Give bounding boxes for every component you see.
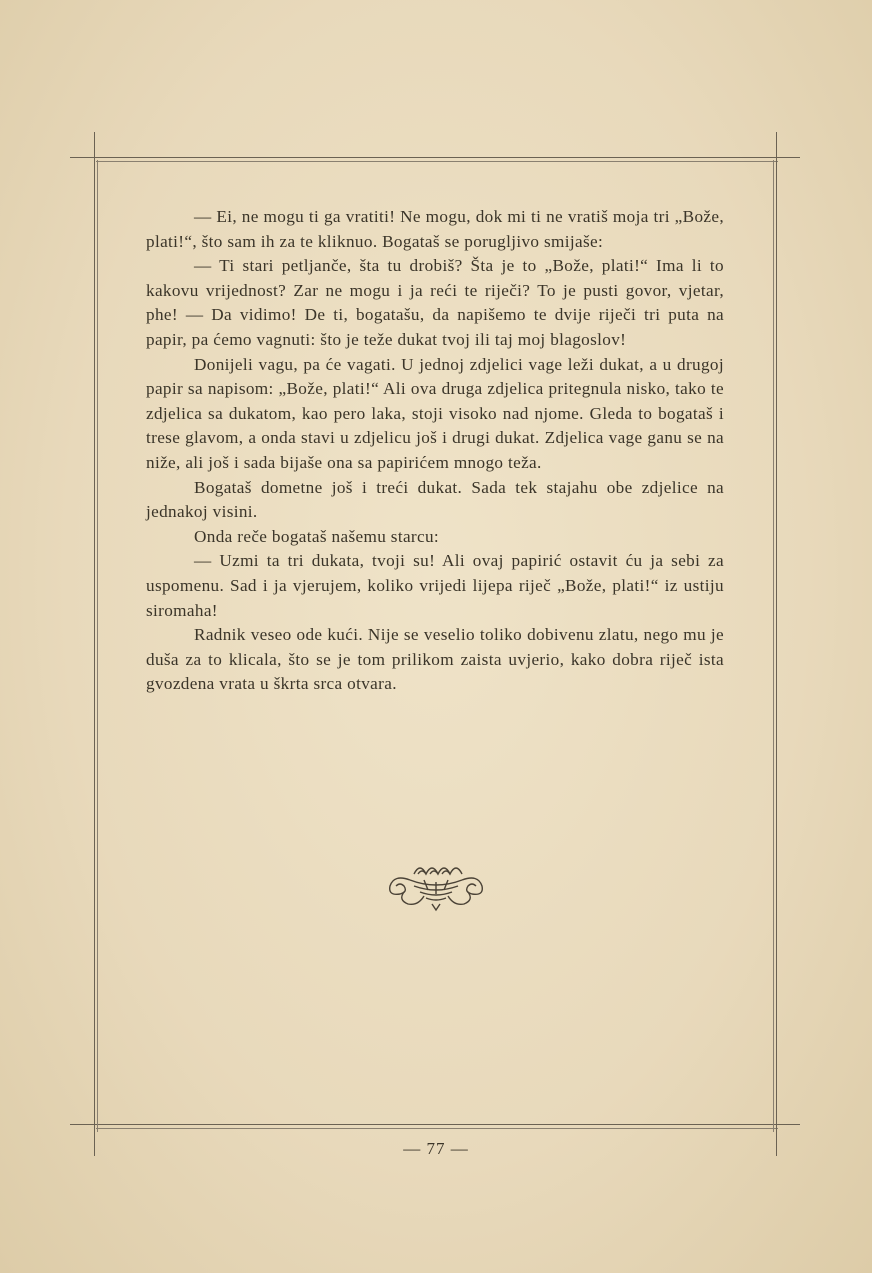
paragraph: — Ti stari petljanče, šta tu drobiš? Šta je to „Bože, plati!“ Ima li to kakovu vrijednost? Zar ne mogu i ja reći te riječi? To je pusti govor, vjetar, phe! — Da vidimo! De ti, bogatašu, da napišemo te dvije riječi tri puta na papir, pa ćemo vagnuti: što je teže dukat tvoj ili taj moj blagoslov!: [146, 256, 724, 349]
paragraph: Donijeli vagu, pa će vagati. U jednoj zdjelici vage leži dukat, a u drugoj papir sa napisom: „Bože, plati!“ Ali ova druga zdjelica pritegnula nisko, tako te zdjelica sa dukatom, kao pero laka, stoji visoko nad njome. Gleda to bogataš i trese glavom, a onda stavi u zdjelicu još i drugi dukat. Zdjelica vage ganu se na niže, ali još i sada bijaše ona sa papirićem mnogo teža.: [146, 354, 724, 472]
floral-vignette-icon: [384, 858, 488, 918]
frame-top-line: [70, 157, 800, 158]
page-number: — 77 —: [403, 1139, 469, 1158]
paragraph: Onda reče bogataš našemu starcu:: [194, 526, 440, 546]
frame-left-line-inner: [97, 160, 98, 1132]
frame-bottom-line-inner: [96, 1128, 778, 1129]
paragraph: Bogataš dometne još i treći dukat. Sada tek stajahu obe zdjelice na jednakoj visini.: [146, 477, 724, 522]
frame-right-line: [776, 132, 777, 1156]
paragraph: — Uzmi ta tri dukata, tvoji su! Ali ovaj papirić ostavit ću ja sebi za uspomenu. Sad i ja vjerujem, koliko vrijedi lijepa riječ „Bože, plati!“ iz ustiju siromaha!: [146, 551, 724, 620]
frame-right-line-inner: [773, 160, 774, 1132]
story-text: [146, 205, 724, 697]
frame-bottom-line: [70, 1124, 800, 1125]
frame-top-line-inner: [96, 161, 778, 162]
paragraph: — Ei, ne mogu ti ga vratiti! Ne mogu, dok mi ti ne vratiš moja tri „Bože, plati!“, što sam ih za te kliknuo. Bogataš se porugljivo smijaše:: [146, 207, 724, 251]
paragraph: Radnik veseo ode kući. Nije se veselio toliko dobivenu zlatu, nego mu je duša za to klicala, što se je tom prilikom zaista uvjerio, kako dobra riječ ista gvozdena vrata u škrta srca otvara.: [146, 625, 724, 694]
frame-left-line: [94, 132, 95, 1156]
